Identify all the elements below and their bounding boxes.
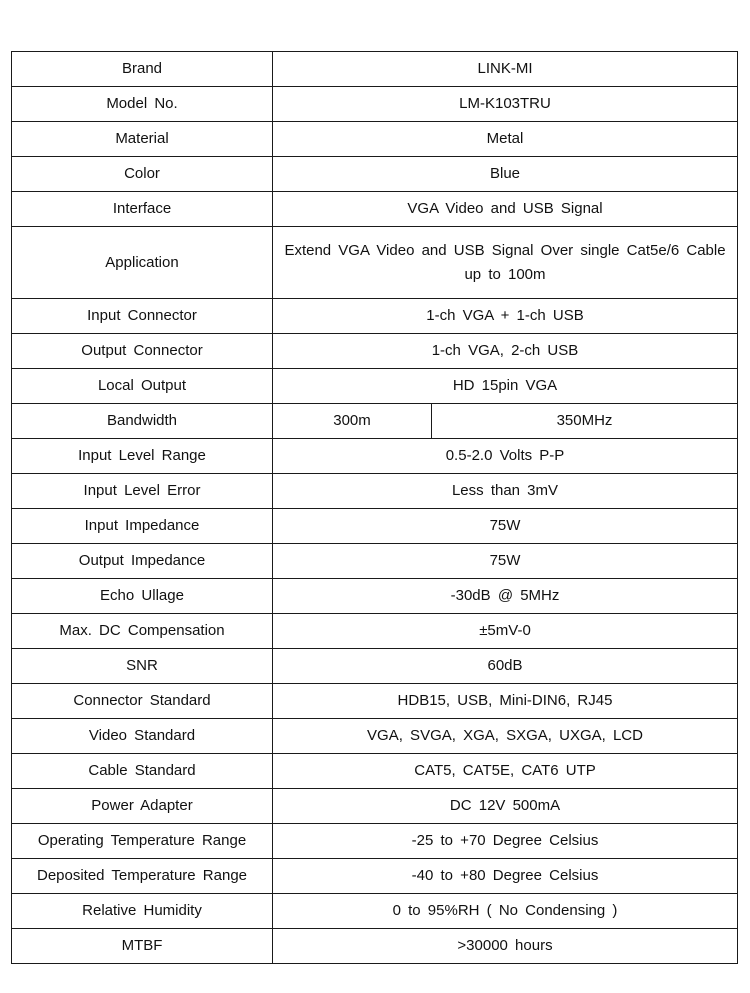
spec-table [11, 51, 738, 964]
spec-value: -40 to +80 Degree Celsius [273, 859, 738, 894]
spec-label: Application [12, 227, 273, 299]
spec-label: Input Level Range [12, 439, 273, 474]
spec-row [12, 859, 738, 894]
spec-value: LINK-MI [273, 52, 738, 87]
spec-label: Output Connector [12, 334, 273, 369]
spec-value: VGA, SVGA, XGA, SXGA, UXGA, LCD [273, 719, 738, 754]
spec-row [12, 544, 738, 579]
spec-value: 60dB [273, 649, 738, 684]
spec-row [12, 192, 738, 227]
spec-label: Max. DC Compensation [12, 614, 273, 649]
spec-row [12, 87, 738, 122]
spec-value: 0.5-2.0 Volts P-P [273, 439, 738, 474]
spec-row [12, 719, 738, 754]
spec-value: ±5mV-0 [273, 614, 738, 649]
spec-row [12, 684, 738, 719]
spec-label: Echo Ullage [12, 579, 273, 614]
spec-label: MTBF [12, 929, 273, 964]
spec-row [12, 649, 738, 684]
spec-value: 1-ch VGA + 1-ch USB [273, 299, 738, 334]
spec-row [12, 52, 738, 87]
spec-value: Blue [273, 157, 738, 192]
spec-row [12, 439, 738, 474]
spec-label: Material [12, 122, 273, 157]
spec-value: LM-K103TRU [273, 87, 738, 122]
spec-label: Connector Standard [12, 684, 273, 719]
spec-row [12, 334, 738, 369]
spec-label: Cable Standard [12, 754, 273, 789]
spec-row [12, 369, 738, 404]
spec-label: Interface [12, 192, 273, 227]
spec-value: -30dB @ 5MHz [273, 579, 738, 614]
spec-value: HDB15, USB, Mini-DIN6, RJ45 [273, 684, 738, 719]
spec-value: >30000 hours [273, 929, 738, 964]
spec-label: Input Connector [12, 299, 273, 334]
spec-row [12, 929, 738, 964]
spec-row [12, 299, 738, 334]
spec-label: Local Output [12, 369, 273, 404]
spec-label: Input Level Error [12, 474, 273, 509]
spec-label: Video Standard [12, 719, 273, 754]
spec-row [12, 157, 738, 192]
spec-label: Color [12, 157, 273, 192]
spec-value: -25 to +70 Degree Celsius [273, 824, 738, 859]
spec-value: 1-ch VGA, 2-ch USB [273, 334, 738, 369]
spec-value: DC 12V 500mA [273, 789, 738, 824]
spec-row [12, 824, 738, 859]
spec-label: Operating Temperature Range [12, 824, 273, 859]
spec-label: Model No. [12, 87, 273, 122]
spec-label: Relative Humidity [12, 894, 273, 929]
spec-row [12, 579, 738, 614]
spec-row [12, 894, 738, 929]
spec-value: 300m [273, 404, 432, 439]
spec-value-secondary: 350MHz [432, 404, 738, 439]
spec-label: Deposited Temperature Range [12, 859, 273, 894]
spec-label: Input Impedance [12, 509, 273, 544]
spec-row [12, 122, 738, 157]
spec-value: VGA Video and USB Signal [273, 192, 738, 227]
spec-row [12, 474, 738, 509]
spec-row [12, 754, 738, 789]
spec-value: Metal [273, 122, 738, 157]
spec-label: Bandwidth [12, 404, 273, 439]
spec-value: 75W [273, 509, 738, 544]
spec-row [12, 509, 738, 544]
spec-value: HD 15pin VGA [273, 369, 738, 404]
spec-label: Brand [12, 52, 273, 87]
spec-value: 0 to 95%RH ( No Condensing ) [273, 894, 738, 929]
spec-row [12, 789, 738, 824]
spec-row [12, 404, 738, 439]
spec-row [12, 614, 738, 649]
spec-label: Output Impedance [12, 544, 273, 579]
spec-value: CAT5, CAT5E, CAT6 UTP [273, 754, 738, 789]
spec-value: Less than 3mV [273, 474, 738, 509]
spec-label: Power Adapter [12, 789, 273, 824]
spec-label: SNR [12, 649, 273, 684]
spec-row [12, 227, 738, 299]
spec-value: 75W [273, 544, 738, 579]
spec-value: Extend VGA Video and USB Signal Over single Cat5e/6 Cable up to 100m [273, 227, 738, 299]
